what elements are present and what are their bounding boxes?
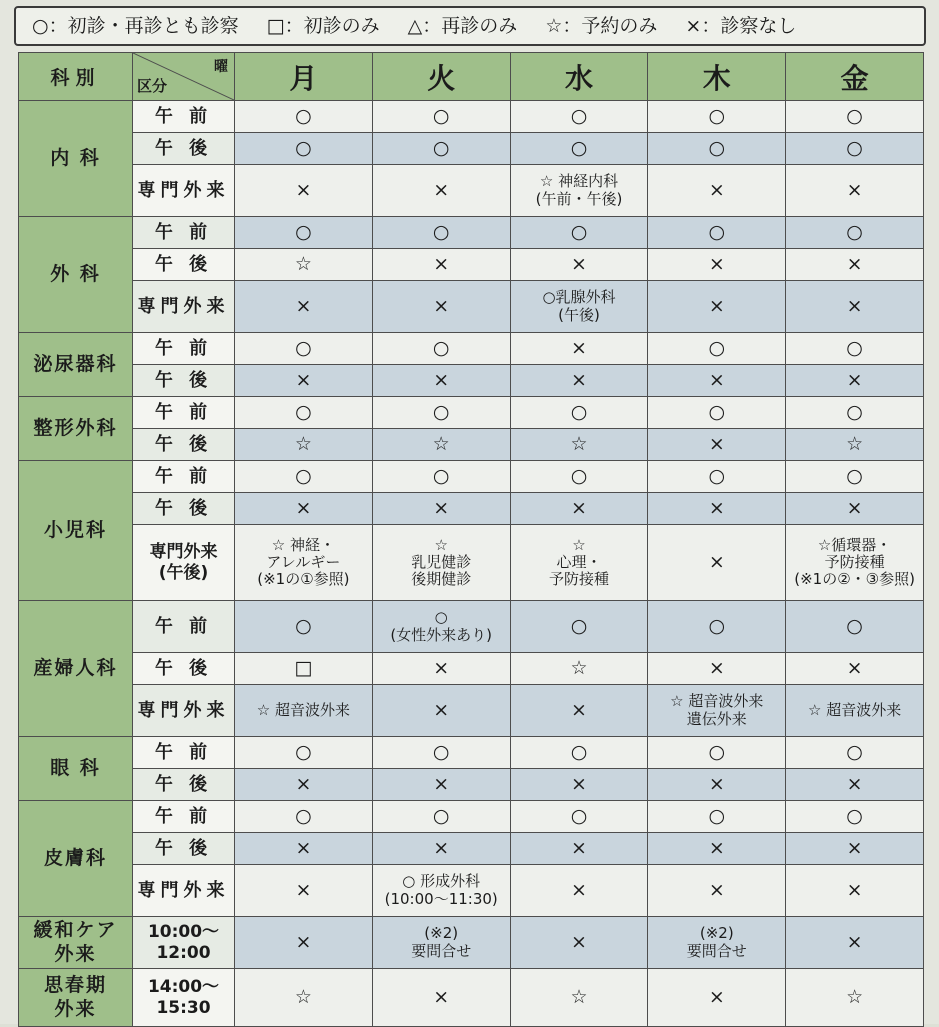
availability-cell-thu: ○	[648, 397, 786, 429]
availability-cell-wed: ○	[510, 101, 648, 133]
time-slot-label: 午 前	[133, 737, 235, 769]
availability-cell-mon: ×	[235, 917, 373, 969]
availability-cell-fri: ○	[786, 737, 924, 769]
schedule-row	[19, 101, 924, 133]
availability-cell-wed: ☆	[510, 969, 648, 1027]
availability-cell-wed: ○	[510, 801, 648, 833]
availability-cell-thu: ×	[648, 653, 786, 685]
department-name: 泌尿器科	[19, 333, 133, 397]
availability-cell-tue: ×	[372, 833, 510, 865]
schedule-row	[19, 737, 924, 769]
availability-cell-thu: ○	[648, 217, 786, 249]
availability-cell-tue: ○	[372, 397, 510, 429]
department-name: 外 科	[19, 217, 133, 333]
availability-cell-mon: ○	[235, 601, 373, 653]
time-slot-label: 午 後	[133, 833, 235, 865]
availability-cell-tue: (※2) 要問合せ	[372, 917, 510, 969]
time-slot-label: 午 前	[133, 397, 235, 429]
department-name: 小児科	[19, 461, 133, 601]
schedule-table	[18, 52, 924, 1027]
availability-cell-fri: ○	[786, 333, 924, 365]
time-slot-label: 専門外来	[133, 281, 235, 333]
availability-cell-tue: ○	[372, 461, 510, 493]
availability-cell-tue: ○ 形成外科 (10:00～11:30)	[372, 865, 510, 917]
availability-cell-tue: ×	[372, 165, 510, 217]
kubun-header	[133, 53, 235, 101]
schedule-row	[19, 397, 924, 429]
availability-cell-mon: ×	[235, 165, 373, 217]
availability-cell-tue: ×	[372, 493, 510, 525]
availability-cell-fri: ×	[786, 917, 924, 969]
day-tue: 火	[372, 53, 510, 101]
availability-cell-fri: ○	[786, 801, 924, 833]
day-mon: 月	[235, 53, 373, 101]
availability-cell-wed: ○	[510, 133, 648, 165]
availability-cell-mon: ☆	[235, 429, 373, 461]
availability-cell-tue: ○	[372, 333, 510, 365]
availability-cell-fri: ×	[786, 365, 924, 397]
youbi-label: 曜	[214, 59, 228, 75]
availability-cell-mon: ○	[235, 217, 373, 249]
availability-cell-wed: ×	[510, 365, 648, 397]
availability-cell-mon: ○	[235, 461, 373, 493]
availability-cell-thu: ○	[648, 133, 786, 165]
availability-cell-fri: ×	[786, 281, 924, 333]
schedule-row	[19, 365, 924, 397]
availability-cell-fri: ×	[786, 865, 924, 917]
availability-cell-mon: ×	[235, 281, 373, 333]
availability-cell-wed: ☆	[510, 653, 648, 685]
time-slot-label: 午 前	[133, 217, 235, 249]
availability-cell-fri: ☆ 超音波外来	[786, 685, 924, 737]
availability-cell-thu: ○	[648, 461, 786, 493]
availability-cell-wed: ×	[510, 333, 648, 365]
availability-cell-wed: ○	[510, 217, 648, 249]
legend-first: □：初診のみ	[266, 15, 380, 37]
department-name: 緩和ケア 外来	[19, 917, 133, 969]
day-wed: 水	[510, 53, 648, 101]
legend-both: ○：初診・再診とも診察	[32, 15, 239, 37]
schedule-row	[19, 685, 924, 737]
time-slot-label: 午 前	[133, 333, 235, 365]
availability-cell-thu: ×	[648, 969, 786, 1027]
availability-cell-thu: ×	[648, 249, 786, 281]
availability-cell-thu: ☆ 超音波外来 遺伝外来	[648, 685, 786, 737]
availability-cell-wed: ○	[510, 397, 648, 429]
schedule-row	[19, 833, 924, 865]
availability-cell-mon: ○	[235, 801, 373, 833]
availability-cell-wed: ○	[510, 601, 648, 653]
time-slot-label: 午 後	[133, 429, 235, 461]
availability-cell-thu: ○	[648, 101, 786, 133]
availability-cell-thu: ○	[648, 737, 786, 769]
availability-cell-mon: ×	[235, 365, 373, 397]
availability-cell-thu: ○	[648, 333, 786, 365]
time-slot-label: 午 後	[133, 653, 235, 685]
availability-cell-mon: □	[235, 653, 373, 685]
availability-cell-tue: ☆ 乳児健診 後期健診	[372, 525, 510, 601]
availability-cell-thu: ×	[648, 429, 786, 461]
availability-cell-mon: ☆	[235, 969, 373, 1027]
availability-cell-wed: ○	[510, 737, 648, 769]
availability-cell-wed: ☆ 神経内科 (午前・午後)	[510, 165, 648, 217]
availability-cell-tue: ○	[372, 801, 510, 833]
legend-none: ×：診察なし	[685, 15, 797, 37]
time-slot-label: 午 後	[133, 365, 235, 397]
availability-cell-thu: ×	[648, 525, 786, 601]
availability-cell-tue: ×	[372, 769, 510, 801]
schedule-row	[19, 801, 924, 833]
time-slot-label: 10:00～ 12:00	[133, 917, 235, 969]
schedule-row	[19, 969, 924, 1027]
availability-cell-mon: ☆ 神経・ アレルギー (※1の①参照)	[235, 525, 373, 601]
availability-cell-thu: ○	[648, 601, 786, 653]
time-slot-label: 専門外来	[133, 165, 235, 217]
time-slot-label: 午 前	[133, 801, 235, 833]
time-slot-label: 午 後	[133, 769, 235, 801]
availability-cell-wed: ×	[510, 917, 648, 969]
availability-cell-mon: ○	[235, 101, 373, 133]
availability-cell-mon: ○	[235, 737, 373, 769]
schedule-row	[19, 333, 924, 365]
availability-cell-tue: ☆	[372, 429, 510, 461]
availability-cell-wed: ×	[510, 833, 648, 865]
schedule-row	[19, 525, 924, 601]
availability-cell-mon: ×	[235, 833, 373, 865]
time-slot-label: 14:00～ 15:30	[133, 969, 235, 1027]
time-slot-label: 午 前	[133, 461, 235, 493]
schedule-row	[19, 769, 924, 801]
availability-cell-fri: ☆	[786, 429, 924, 461]
schedule-row	[19, 133, 924, 165]
availability-cell-wed: ×	[510, 685, 648, 737]
schedule-row	[19, 249, 924, 281]
dept-header: 科別	[19, 53, 133, 101]
availability-cell-thu: ×	[648, 165, 786, 217]
availability-cell-fri: ○	[786, 101, 924, 133]
availability-cell-wed: ×	[510, 249, 648, 281]
day-thu: 木	[648, 53, 786, 101]
schedule-body	[19, 101, 924, 1027]
availability-cell-tue: ○ (女性外来あり)	[372, 601, 510, 653]
availability-cell-wed: ☆	[510, 429, 648, 461]
schedule-row	[19, 865, 924, 917]
availability-cell-fri: ×	[786, 249, 924, 281]
availability-cell-fri: ×	[786, 833, 924, 865]
legend-box	[14, 6, 926, 46]
kubun-label: 区分	[137, 77, 168, 95]
availability-cell-fri: ○	[786, 133, 924, 165]
schedule-row	[19, 281, 924, 333]
legend-reservation: ☆：予約のみ	[545, 15, 658, 37]
availability-cell-mon: ×	[235, 769, 373, 801]
availability-cell-fri: ○	[786, 217, 924, 249]
availability-cell-fri: ×	[786, 493, 924, 525]
availability-cell-tue: ○	[372, 737, 510, 769]
availability-cell-tue: ○	[372, 133, 510, 165]
schedule-row	[19, 165, 924, 217]
availability-cell-thu: ×	[648, 281, 786, 333]
time-slot-label: 専門外来	[133, 865, 235, 917]
availability-cell-tue: ×	[372, 249, 510, 281]
availability-cell-tue: ×	[372, 653, 510, 685]
availability-cell-wed: ×	[510, 493, 648, 525]
day-fri: 金	[786, 53, 924, 101]
legend-return: △：再診のみ	[407, 15, 518, 37]
availability-cell-tue: ○	[372, 217, 510, 249]
availability-cell-fri: ○	[786, 397, 924, 429]
time-slot-label: 専門外来	[133, 685, 235, 737]
availability-cell-fri: ×	[786, 165, 924, 217]
availability-cell-thu: ×	[648, 865, 786, 917]
availability-cell-thu: ×	[648, 833, 786, 865]
availability-cell-wed: ☆ 心理・ 予防接種	[510, 525, 648, 601]
availability-cell-thu: ×	[648, 365, 786, 397]
availability-cell-mon: ○	[235, 333, 373, 365]
availability-cell-thu: ×	[648, 769, 786, 801]
availability-cell-thu: ×	[648, 493, 786, 525]
availability-cell-thu: (※2) 要問合せ	[648, 917, 786, 969]
department-name: 眼 科	[19, 737, 133, 801]
department-name: 皮膚科	[19, 801, 133, 917]
schedule-row	[19, 917, 924, 969]
availability-cell-fri: ×	[786, 769, 924, 801]
department-name: 思春期 外来	[19, 969, 133, 1027]
availability-cell-wed: ×	[510, 769, 648, 801]
availability-cell-thu: ○	[648, 801, 786, 833]
availability-cell-wed: ○乳腺外科 (午後)	[510, 281, 648, 333]
time-slot-label: 午 前	[133, 101, 235, 133]
department-name: 産婦人科	[19, 601, 133, 737]
availability-cell-tue: ×	[372, 685, 510, 737]
availability-cell-mon: ○	[235, 397, 373, 429]
department-name: 整形外科	[19, 397, 133, 461]
availability-cell-mon: ×	[235, 493, 373, 525]
time-slot-label: 午 後	[133, 249, 235, 281]
schedule-row	[19, 429, 924, 461]
availability-cell-mon: ☆ 超音波外来	[235, 685, 373, 737]
time-slot-label: 午 後	[133, 133, 235, 165]
schedule-row	[19, 653, 924, 685]
availability-cell-fri: ×	[786, 653, 924, 685]
department-name: 内 科	[19, 101, 133, 217]
availability-cell-fri: ○	[786, 601, 924, 653]
availability-cell-tue: ×	[372, 969, 510, 1027]
availability-cell-fri: ☆循環器・ 予防接種 (※1の②・③参照)	[786, 525, 924, 601]
availability-cell-tue: ×	[372, 365, 510, 397]
schedule-row	[19, 217, 924, 249]
availability-cell-mon: ○	[235, 133, 373, 165]
time-slot-label: 専門外来 (午後)	[133, 525, 235, 601]
availability-cell-mon: ×	[235, 865, 373, 917]
time-slot-label: 午 後	[133, 493, 235, 525]
schedule-row	[19, 493, 924, 525]
availability-cell-mon: ☆	[235, 249, 373, 281]
availability-cell-tue: ×	[372, 281, 510, 333]
availability-cell-tue: ○	[372, 101, 510, 133]
schedule-row	[19, 601, 924, 653]
availability-cell-fri: ○	[786, 461, 924, 493]
header-row	[19, 53, 924, 101]
availability-cell-wed: ×	[510, 865, 648, 917]
schedule-row	[19, 461, 924, 493]
availability-cell-wed: ○	[510, 461, 648, 493]
availability-cell-fri: ☆	[786, 969, 924, 1027]
time-slot-label: 午 前	[133, 601, 235, 653]
